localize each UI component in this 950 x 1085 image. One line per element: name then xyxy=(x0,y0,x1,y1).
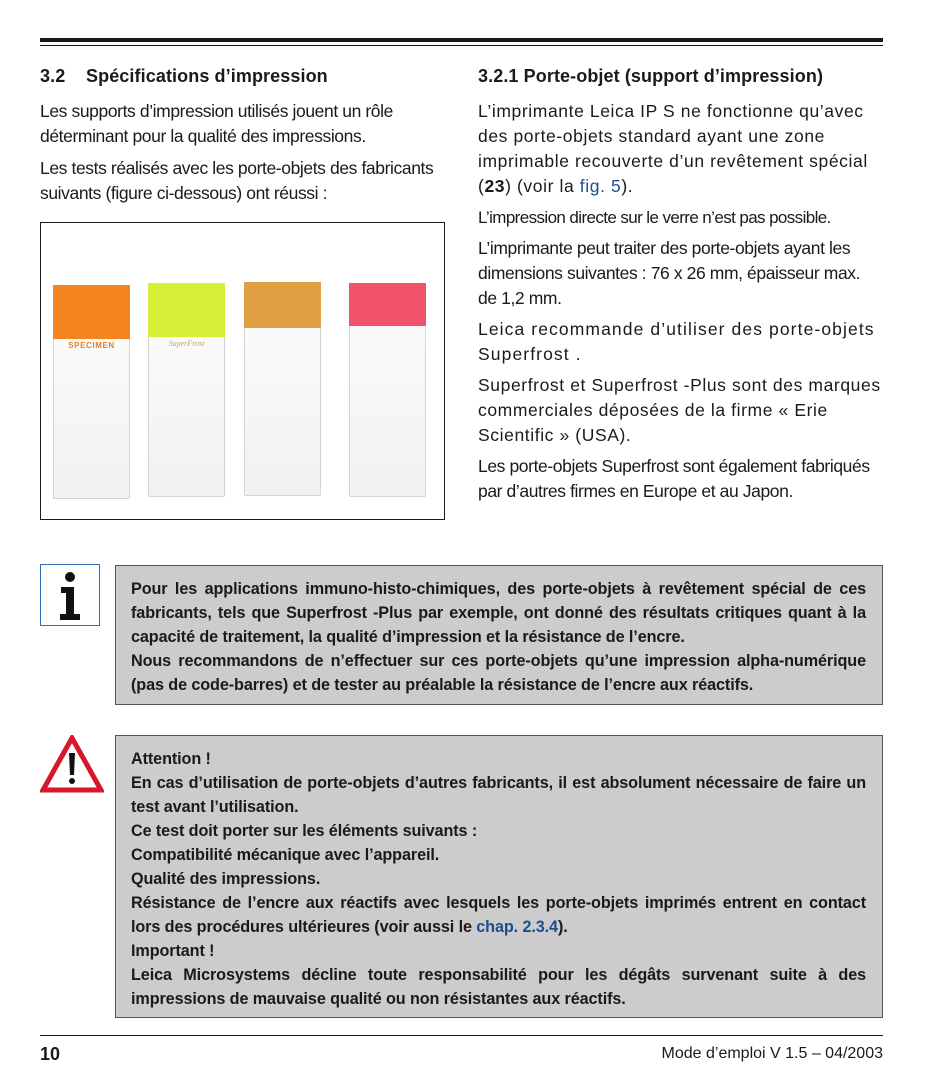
warning-item-2: Qualité des impressions. xyxy=(131,870,321,888)
right-paragraph-6: Les porte-objets Superfrost sont également fabriqués par d’autres firmes en Europe et au Japon. xyxy=(478,456,870,501)
warning-item-3: Résistance de l’encre aux réactifs avec lesquels les porte-objets imprimés entrent en contact lors des procédures ultérieures (voir aussi le chap. 2.3.4). xyxy=(131,894,866,936)
slide-band xyxy=(349,283,426,326)
slide-superfrost xyxy=(148,283,225,497)
slide-band xyxy=(148,283,225,337)
footer-rule xyxy=(40,1035,883,1036)
slide-band xyxy=(244,282,321,328)
slide-pink xyxy=(349,283,426,497)
right-paragraph-4: Leica recommande d’utiliser des porte-objets Superfrost . xyxy=(478,319,875,364)
warning-triangle-icon xyxy=(40,735,104,793)
left-paragraph-1: Les supports d’impression utilisés jouent un rôle déterminant pour la qualité des impressions. xyxy=(40,101,393,146)
warning-attention: Attention ! xyxy=(131,750,211,768)
slides-photo xyxy=(40,222,445,520)
subsection-title: 3.2.1 Porte-objet (support d’impression) xyxy=(478,66,824,86)
section-number: 3.2 xyxy=(40,66,66,86)
chapter-link[interactable]: chap. 2.3.4 xyxy=(476,918,558,936)
right-paragraph-1: L’imprimante Leica IP S ne fonctionne qu’avec des porte-objets standard ayant une zone imprimable recouverte d’un revêtement spécial (23) (voir la fig. 5). xyxy=(478,101,868,196)
left-column xyxy=(40,63,447,213)
header-rule-thin xyxy=(40,45,883,46)
info-notice-text-1: Pour les applications immuno-histo-chimiques, des porte-objets à revêtement spécial de ces fabricants, tels que Superfrost -Plus par exemple, ont donné des résultats critiques quant à la capacité de traitement, la qualité d’impression et la résistance de l’encre. xyxy=(131,580,866,646)
warning-text-3: Leica Microsystems décline toute responsabilité pour les dégâts survenant suite à des impressions de mauvaise qualité ou non résistantes aux réactifs. xyxy=(131,966,866,1008)
figure-link[interactable]: fig. 5 xyxy=(579,176,622,196)
right-paragraph-5: Superfrost et Superfrost -Plus sont des marques commerciales déposées de la firme « Erie Scientific » (USA). xyxy=(478,375,881,445)
document-info: Mode d’emploi V 1.5 – 04/2003 xyxy=(661,1045,883,1062)
right-paragraph-3: L’imprimante peut traiter des porte-objets ayant les dimensions suivantes : 76 x 26 mm, épaisseur max. de 1,2 mm. xyxy=(478,238,861,308)
slide-specimen xyxy=(53,285,130,499)
slide-label: SPECIMEN xyxy=(68,341,115,350)
info-notice-text-2: Nous recommandons de n’effectuer sur ces porte-objets qu’une impression alpha-numérique (pas de code-barres) et de tester au préalable la résistance de l’encre aux réactifs. xyxy=(131,652,866,694)
info-notice-box xyxy=(115,565,883,705)
reference-number: 23 xyxy=(484,176,506,196)
right-column xyxy=(478,63,882,510)
section-title: Spécifications d’impression xyxy=(86,66,328,86)
info-icon xyxy=(40,564,100,626)
warning-item-1: Compatibilité mécanique avec l’appareil. xyxy=(131,846,440,864)
slide-label: SuperFrost xyxy=(168,339,205,348)
slide-amber xyxy=(244,282,321,496)
warning-text-1: En cas d’utilisation de porte-objets d’autres fabricants, il est absolument nécessaire de faire un test avant l’utilisation. xyxy=(131,774,866,816)
header-rule-thick xyxy=(40,38,883,42)
warning-notice-box xyxy=(115,735,883,1018)
slide-band xyxy=(53,285,130,339)
section-heading xyxy=(40,63,447,89)
left-paragraph-2: Les tests réalisés avec les porte-objets des fabricants suivants (figure ci-dessous) ont réussi : xyxy=(40,158,434,203)
page-number: 10 xyxy=(40,1044,61,1064)
warning-text-2: Ce test doit porter sur les éléments suivants : xyxy=(131,822,478,840)
right-paragraph-2: L’impression directe sur le verre n’est pas possible. xyxy=(478,208,831,227)
warning-important: Important ! xyxy=(131,942,215,960)
